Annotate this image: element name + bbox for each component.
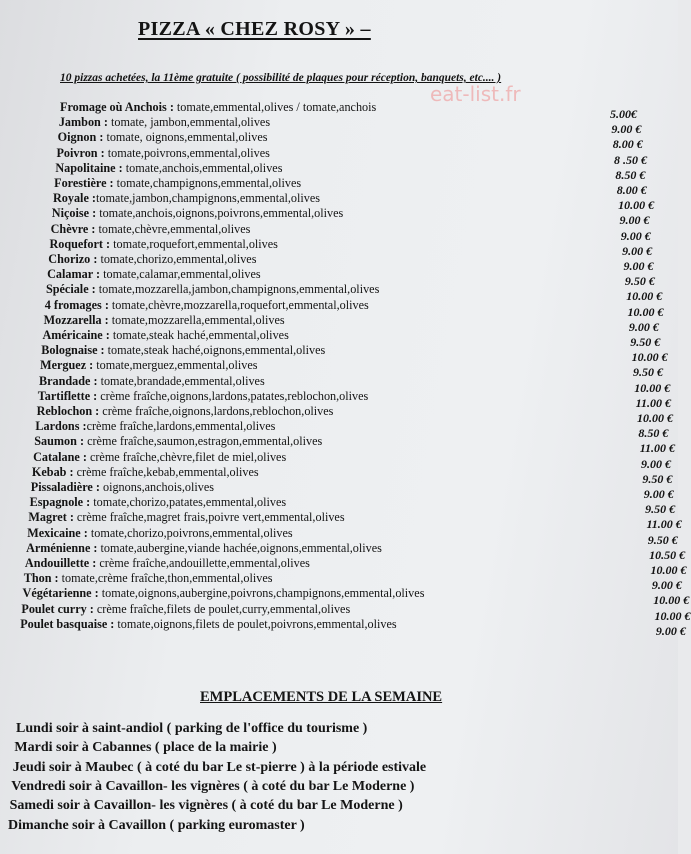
menu-item-separator: :	[83, 495, 94, 510]
menu-item-price: 11.00 €	[646, 517, 682, 532]
menu-item	[23, 586, 425, 601]
menu-item	[20, 617, 396, 632]
menu-item-separator: :	[90, 540, 101, 555]
menu-item-separator: :	[76, 434, 88, 449]
page-title: PIZZA « CHEZ ROSY » –	[138, 18, 371, 40]
menu-item-name: Chèvre	[50, 221, 89, 236]
menu-item-name: Magret	[28, 510, 67, 525]
menu-item-separator: :	[101, 297, 112, 312]
menu-item-price: 9.50 €	[632, 365, 663, 380]
menu-item-name: Poulet curry	[21, 601, 87, 616]
menu-item	[32, 465, 259, 480]
menu-item	[28, 510, 344, 525]
menu-item	[40, 358, 257, 373]
location-item: Samedi soir à Cavaillon- les vignères ( à coté du bar Le Moderne )	[9, 798, 403, 814]
menu-item-ingredients: tomate,crème fraîche,thon,emmental,olives	[61, 571, 273, 586]
locations-title: EMPLACEMENTS DE LA SEMAINE	[200, 689, 443, 705]
menu-item-price: 9.00 €	[641, 456, 672, 471]
menu-item-separator: :	[86, 601, 97, 616]
menu-item-separator: :	[97, 343, 108, 358]
menu-item-separator: :	[89, 556, 100, 570]
menu-item-separator: :	[91, 586, 102, 601]
menu-item	[24, 571, 273, 586]
menu-item-name: Jambon	[58, 115, 101, 130]
menu-item-ingredients: crème fraîche,andouillette,emmental,olives	[99, 556, 310, 570]
menu-item-name: Chorizo	[48, 252, 91, 266]
menu-item-price: 10.00 €	[653, 593, 690, 608]
location-item: Jeudi soir à Maubec ( à coté du bar Le st-pierre ) à la période estivale	[12, 759, 427, 775]
menu-item-price: 8 .50 €	[614, 152, 648, 167]
promo-subtitle: 10 pizzas achetées, la 11ème gratuite ( possibilité de plaques pour réception, banquets, etc.... )	[60, 72, 502, 84]
menu-item-price: 11.00 €	[635, 395, 671, 410]
menu-item-name: Royale	[52, 191, 89, 206]
menu-item	[38, 389, 369, 404]
menu-item-name: Lardons	[35, 419, 80, 434]
menu-item-name: Catalane	[33, 449, 80, 464]
menu-item-separator: :	[66, 510, 77, 525]
menu-item	[37, 404, 334, 419]
menu-item	[33, 450, 286, 465]
menu-item	[59, 115, 270, 130]
menu-item	[53, 191, 320, 206]
menu-item-ingredients: oignons,anchois,olives	[102, 480, 215, 494]
menu-item-ingredients: tomate,mozzarella,emmental,olives	[111, 312, 285, 327]
menu-item	[55, 161, 282, 176]
menu-item	[35, 419, 275, 434]
menu-item-ingredients: crème fraîche,kebab,emmental,olives	[76, 464, 259, 479]
menu-item-separator: :	[90, 388, 101, 403]
menu-item-ingredients: tomate,chorizo,poivrons,emmental,olives	[90, 525, 293, 540]
menu-item-separator: :	[88, 221, 99, 236]
menu-item-price: 11.00 €	[639, 441, 676, 456]
location-item: Dimanche soir à Cavaillon ( parking euromaster )	[8, 817, 305, 833]
menu-item-price: 9.00 €	[611, 122, 642, 137]
menu-item-price: 9.50 €	[624, 274, 655, 289]
menu-item-ingredients: tomate,mozzarella,jambon,champignons,emmental,olives	[98, 282, 380, 297]
menu-item-name: Tartiflette	[37, 388, 91, 403]
menu-item-separator: :	[166, 100, 177, 114]
menu-item-ingredients: crème fraîche,filets de poulet,curry,emmental,olives	[96, 601, 351, 616]
menu-item-name: Forestière	[54, 176, 107, 190]
menu-item-price: 9.00 €	[622, 243, 653, 258]
menu-item-name: Espagnole	[29, 495, 84, 510]
menu-item-separator: :	[92, 404, 103, 418]
menu-item-separator: :	[115, 160, 126, 175]
menu-item-ingredients: tomate,chorizo,emmental,olives	[100, 252, 257, 266]
menu-item-price: 9.50 €	[647, 532, 678, 547]
menu-item-ingredients: crème fraîche,lardons,emmental,olives	[86, 419, 276, 434]
menu-item-name: Pissaladière	[30, 480, 93, 494]
menu-item-ingredients: tomate,jambon,champignons,emmental,olives	[95, 191, 321, 206]
menu-item-ingredients: tomate,anchois,oignons,poivrons,emmental,olives	[99, 206, 344, 221]
menu-item-separator: :	[92, 267, 104, 282]
menu-item	[46, 282, 379, 297]
menu-item	[56, 146, 269, 161]
menu-item	[44, 313, 285, 328]
menu-item-separator: :	[79, 449, 90, 464]
menu-item-price: 9.00 €	[651, 578, 682, 593]
menu-item-ingredients: crème fraîche,oignons,lardons,reblochon,olives	[102, 404, 334, 418]
menu-item-ingredients: tomate,brandade,emmental,olives	[100, 373, 265, 388]
menu-item-price: 10.00 €	[654, 608, 691, 623]
menu-item-ingredients: tomate,oignons,filets de poulet,poivrons,emmental,olives	[117, 616, 397, 631]
menu-item-separator: :	[51, 571, 62, 586]
menu-item	[45, 298, 369, 313]
menu-item-ingredients: tomate, jambon,emmental,olives	[110, 115, 271, 130]
menu-item-separator: :	[90, 373, 101, 388]
menu-item-ingredients: tomate,calamar,emmental,olives	[103, 267, 261, 282]
menu-item-separator: :	[89, 206, 100, 221]
menu-item-ingredients: crème fraîche,saumon,estragon,emmental,olives	[87, 434, 323, 449]
menu-item-name: Calamar	[47, 267, 93, 282]
menu-item-separator: :	[97, 145, 108, 160]
menu-item-name: 4 fromages	[44, 297, 102, 312]
menu-item-ingredients: tomate,steak haché,emmental,olives	[112, 328, 289, 342]
menu-item-price: 10.00 €	[618, 198, 655, 213]
menu-item-ingredients: tomate,steak haché,oignons,emmental,olives	[107, 343, 326, 358]
menu-item-separator: :	[106, 176, 117, 190]
menu-item-price: 9.00 €	[643, 487, 674, 501]
menu-item-name: Reblochon	[36, 404, 93, 418]
watermark: eat-list.fr	[430, 82, 521, 106]
menu-item-name: Poivron	[56, 145, 98, 160]
location-item: Vendredi soir à Cavaillon- les vignères ( à coté du bar Le Moderne )	[11, 778, 415, 794]
menu-item-price: 9.50 €	[645, 502, 676, 517]
menu-item-separator: :	[101, 312, 112, 327]
menu-item	[54, 176, 301, 191]
menu-item-ingredients: tomate,anchois,emmental,olives	[125, 160, 283, 175]
menu-item-separator: :	[79, 419, 87, 434]
menu-item-name: Napolitaine	[55, 160, 116, 175]
menu-item	[58, 130, 268, 145]
menu-item	[31, 480, 214, 495]
menu-item-price: 10.00 €	[627, 304, 664, 319]
menu-item-name: Poulet basquaise	[20, 616, 108, 631]
menu-item	[60, 100, 376, 115]
menu-item-ingredients: crème fraîche,oignons,lardons,patates,reblochon,olives	[100, 388, 369, 403]
menu-item	[21, 602, 350, 617]
menu-item-ingredients: tomate,champignons,emmental,olives	[116, 176, 302, 190]
menu-item-name: Saumon	[34, 434, 77, 449]
menu-item-price: 10.00 €	[650, 563, 687, 577]
menu-item	[42, 328, 288, 343]
menu-item-price: 8.00 €	[612, 137, 643, 152]
menu-item	[34, 434, 322, 449]
menu-item	[41, 343, 325, 358]
menu-item-name: Brandade	[38, 373, 91, 388]
menu-item-separator: :	[107, 616, 118, 631]
menu-item-name: Andouillette	[24, 556, 90, 570]
menu-item	[39, 374, 265, 389]
menu-item-price: 10.00 €	[634, 380, 671, 395]
menu-item-name: Fromage où Anchois	[60, 100, 167, 114]
menu-item	[47, 267, 261, 282]
menu-item-ingredients: tomate,oignons,aubergine,poivrons,champignons,emmental,olives	[101, 586, 425, 601]
menu-item-ingredients: tomate, oignons,emmental,olives	[106, 130, 268, 145]
menu-item-ingredients: tomate,merguez,emmental,olives	[96, 358, 258, 373]
menu-item-price: 10.00 €	[637, 411, 673, 425]
menu-item-name: Niçoise	[51, 206, 90, 221]
menu-item-name: Oignon	[57, 130, 97, 145]
menu-item	[30, 495, 287, 510]
menu-item-ingredients: tomate,aubergine,viande hachée,oignons,emmental,olives	[100, 540, 382, 555]
menu-item-ingredients: tomate,poivrons,emmental,olives	[107, 145, 270, 160]
menu-item-separator: :	[66, 464, 77, 479]
menu-item	[48, 252, 256, 267]
menu-item-separator: :	[90, 252, 101, 266]
menu-item-name: Mozzarella	[43, 312, 102, 327]
location-item: Lundi soir à saint-andiol ( parking de l'office du tourisme )	[16, 721, 368, 736]
menu-item-price: 9.00 €	[619, 213, 650, 228]
menu-item-separator: :	[86, 358, 97, 373]
menu-item-name: Bolognaise	[41, 343, 98, 358]
menu-item-price: 9.50 €	[642, 471, 673, 486]
menu-item-price: 9.00 €	[628, 319, 659, 334]
menu-item-price: 10.00 €	[631, 350, 668, 365]
menu-item	[27, 526, 292, 541]
menu-item-separator: :	[92, 480, 103, 494]
menu-item-separator: :	[88, 282, 99, 297]
menu-item-separator: :	[96, 130, 107, 145]
menu-item-name: Thon	[23, 571, 52, 586]
menu-item	[25, 556, 310, 571]
menu-item-ingredients: tomate,roquefort,emmental,olives	[113, 236, 278, 251]
menu-item-separator: :	[102, 236, 114, 251]
menu-item-name: Américaine	[42, 328, 103, 342]
menu-item-name: Mexicaine	[27, 525, 81, 540]
menu-item-price: 9.00 €	[623, 259, 654, 273]
menu-item-separator: :	[88, 191, 96, 206]
menu-item-price: 9.00 €	[655, 623, 686, 638]
menu-item-price: 8.50 €	[638, 426, 669, 441]
menu-item-name: Végétarienne	[22, 586, 92, 601]
menu-item-price: 8.00 €	[616, 183, 647, 197]
menu-item-name: Roquefort	[49, 236, 103, 251]
menu-item-ingredients: crème fraîche,chèvre,filet de miel,olives	[89, 449, 287, 464]
menu-item	[49, 237, 277, 252]
menu-item-ingredients: crème fraîche,magret frais,poivre vert,emmental,olives	[76, 510, 345, 525]
menu-item-separator: :	[102, 328, 113, 342]
menu-item-separator: :	[100, 115, 111, 130]
menu-item	[52, 206, 343, 221]
menu-item-separator: :	[80, 525, 91, 540]
menu-item-name: Merguez	[40, 358, 87, 373]
menu-item	[51, 222, 251, 237]
menu-item-name: Arménienne	[26, 540, 91, 555]
menu-item-price: 10.00 €	[626, 289, 663, 304]
menu-item-ingredients: tomate,emmental,olives / tomate,anchois	[176, 100, 377, 114]
location-item: Mardi soir à Cabannes ( place de la mairie )	[14, 740, 277, 756]
menu-item-name: Kebab	[31, 464, 67, 479]
menu-item-price: 10.50 €	[649, 547, 686, 562]
menu-item-price: 9.50 €	[630, 335, 661, 349]
menu-item-ingredients: tomate,chorizo,patates,emmental,olives	[93, 495, 287, 510]
menu-item-price: 5.00€	[610, 107, 637, 121]
menu-item-name: Spéciale	[45, 282, 89, 297]
menu-item-ingredients: tomate,chèvre,emmental,olives	[98, 221, 251, 236]
menu-item	[26, 541, 382, 556]
menu-item-price: 9.00 €	[620, 228, 651, 243]
menu-item-price: 8.50 €	[615, 167, 646, 182]
menu-item-ingredients: tomate,chèvre,mozzarella,roquefort,emmental,olives	[111, 297, 369, 312]
